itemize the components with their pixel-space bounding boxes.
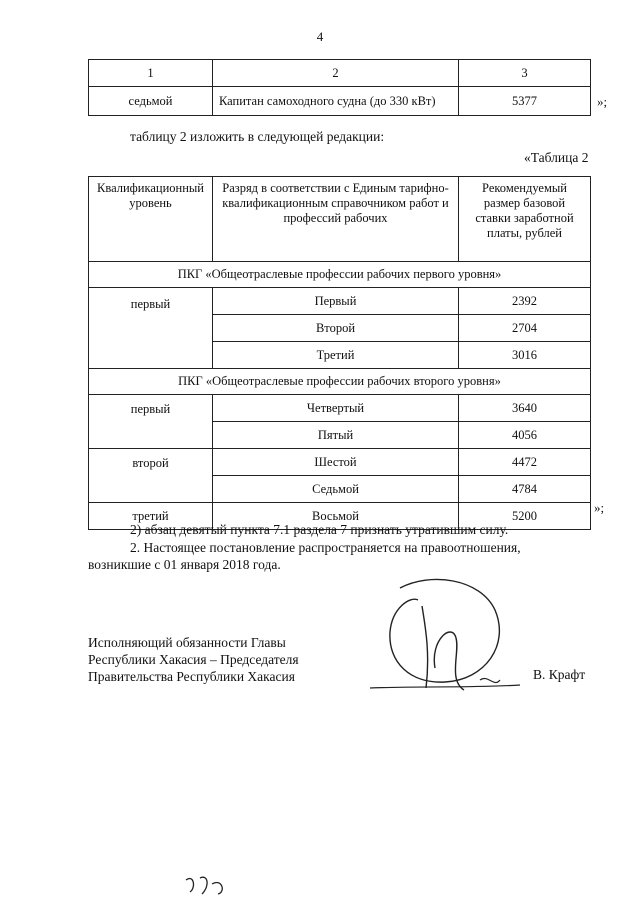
rank-cell: Второй [213, 315, 459, 342]
rate-cell: 4472 [459, 449, 591, 476]
signature-title-line: Исполняющий обязанности Главы [88, 635, 286, 650]
rank-cell: Восьмой [213, 503, 459, 530]
group-1-title: ПКГ «Общеотраслевые профессии рабочих первого уровня» [89, 262, 591, 288]
table-1-row [89, 87, 591, 116]
signature-title-line: Правительства Республики Хакасия [88, 669, 295, 684]
table-row [89, 395, 591, 422]
level-cell: третий [89, 503, 213, 530]
table-2 [88, 176, 591, 530]
table-1-header-row [89, 60, 591, 87]
rate-cell: 3640 [459, 395, 591, 422]
clause-2-line-1: 2. Настоящее постановление распространяется на правоотношения, [130, 540, 521, 555]
signature-title-line: Республики Хакасия – Председателя [88, 652, 299, 667]
instruction-text: таблицу 2 изложить в следующей редакции: [130, 129, 385, 144]
group-row [89, 369, 591, 395]
rank-cell: Четвертый [213, 395, 459, 422]
rate-cell: 3016 [459, 342, 591, 369]
table-2-closing-quote: »; [594, 500, 605, 515]
signature-title-block [88, 634, 299, 685]
table-1-header-cell: 1 [89, 60, 213, 87]
table-1-rate-cell: 5377 [459, 87, 591, 116]
rank-cell: Первый [213, 288, 459, 315]
rank-cell: Третий [213, 342, 459, 369]
table-2-caption: «Таблица 2 [524, 150, 589, 165]
table-1-header-cell: 3 [459, 60, 591, 87]
level-cell: первый [89, 288, 213, 369]
level-cell: первый [89, 395, 213, 449]
level-cell: второй [89, 449, 213, 503]
handwritten-mark [182, 872, 232, 898]
table-row [89, 288, 591, 315]
table-1-title-cell: Капитан самоходного судна (до 330 кВт) [213, 87, 459, 116]
rate-cell: 2704 [459, 315, 591, 342]
table-row [89, 449, 591, 476]
signer-name: В. Крафт [533, 667, 586, 682]
page-number: 4 [316, 29, 324, 44]
rate-cell: 4784 [459, 476, 591, 503]
rate-cell: 2392 [459, 288, 591, 315]
group-2-title: ПКГ «Общеотраслевые профессии рабочих второго уровня» [89, 369, 591, 395]
table-2-header-row [89, 177, 591, 262]
header-base-rate: Рекомендуемый размер базовой ставки заработной платы, рублей [459, 177, 591, 262]
rank-cell: Пятый [213, 422, 459, 449]
table-1-level-cell: седьмой [89, 87, 213, 116]
group-row [89, 262, 591, 288]
clause-2-line-2: возникшие с 01 января 2018 года. [88, 557, 281, 572]
handwritten-signature [360, 570, 530, 710]
rate-cell: 4056 [459, 422, 591, 449]
header-rank: Разряд в соответствии с Единым тарифно-квалификационным справочником работ и профессий рабочих [213, 177, 459, 262]
table-1-header-cell: 2 [213, 60, 459, 87]
rank-cell: Шестой [213, 449, 459, 476]
rate-cell: 5200 [459, 503, 591, 530]
table-1-closing-quote: »; [597, 94, 608, 109]
paragraph-2: 2) абзац девятый пункта 7.1 раздела 7 признать утратившим силу. [130, 522, 509, 537]
header-qualification-level: Квалификационный уровень [89, 177, 213, 262]
table-1-fragment [88, 59, 591, 116]
rank-cell: Седьмой [213, 476, 459, 503]
